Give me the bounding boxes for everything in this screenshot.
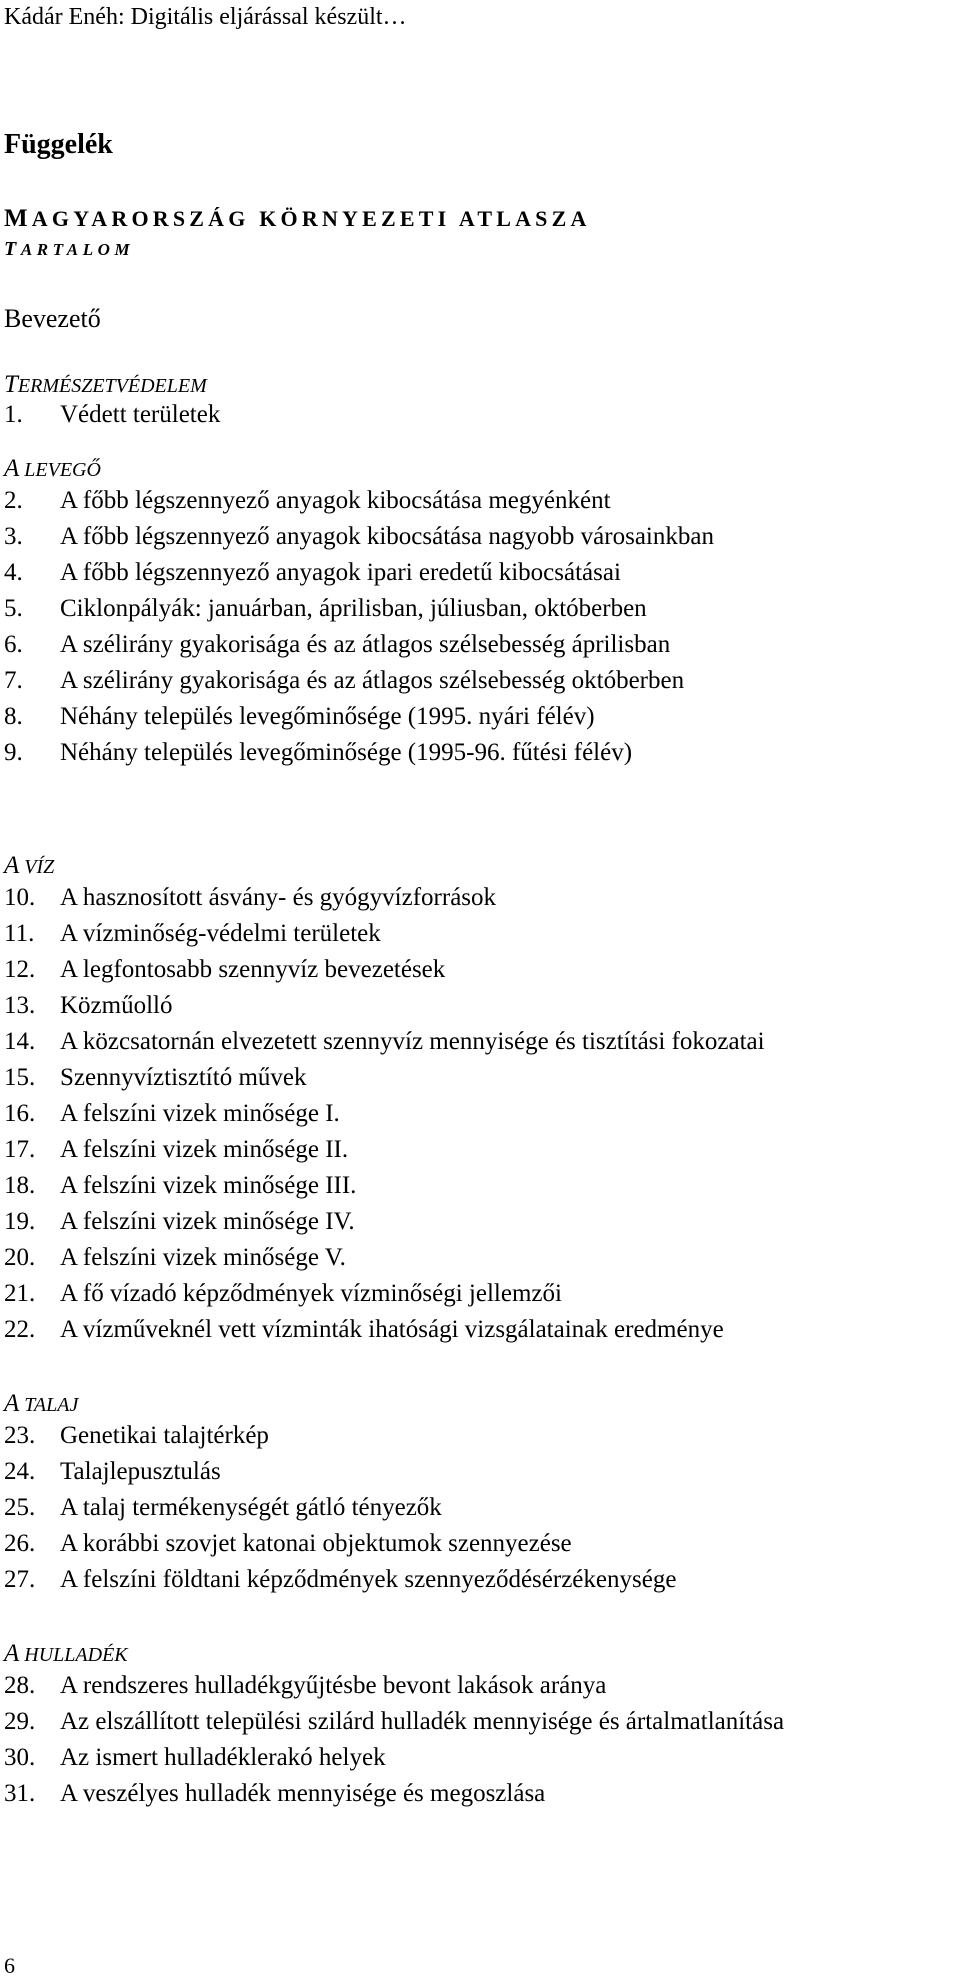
toc-item: [4, 483, 611, 519]
toc-item-number: 9.: [4, 739, 23, 766]
toc-item: [4, 1704, 784, 1740]
toc-item-number: 14.: [4, 1028, 36, 1055]
toc-item-title: A fő vízadó képződmények vízminőségi jellemzői: [60, 1280, 562, 1307]
toc-item: [4, 1668, 606, 1704]
section-heading-initial: A: [4, 1390, 20, 1417]
toc-label-initial: T: [4, 238, 21, 260]
atlas-title-initial: M: [4, 205, 32, 232]
section-heading-rest: TALAJ: [19, 1394, 79, 1416]
toc-item-title: Genetikai talajtérkép: [60, 1422, 269, 1449]
toc-item-title: Néhány település levegőminősége (1995. nyári félév): [60, 703, 595, 730]
section-heading-water: [4, 853, 54, 880]
toc-item-title: A főbb légszennyező anyagok ipari eredetű kibocsátásai: [60, 559, 621, 586]
toc-item-number: 18.: [4, 1172, 36, 1199]
toc-item: [4, 735, 632, 771]
toc-item: [4, 1060, 306, 1096]
toc-item-number: 17.: [4, 1136, 36, 1163]
toc-item: [4, 1132, 348, 1168]
toc-item-number: 13.: [4, 992, 36, 1019]
toc-item-title: A veszélyes hulladék mennyisége és megoszlása: [60, 1780, 546, 1807]
toc-item-number: 22.: [4, 1316, 36, 1343]
toc-item-title: A szélirány gyakorisága és az átlagos szélsebesség októberben: [60, 667, 685, 694]
toc-item-number: 10.: [4, 884, 36, 911]
toc-item-number: 24.: [4, 1458, 36, 1485]
toc-item-title: A rendszeres hulladékgyűjtésbe bevont lakások aránya: [60, 1672, 607, 1699]
toc-item-number: 1.: [4, 401, 23, 428]
section-heading-rest: VÍZ: [19, 856, 55, 878]
toc-item-number: 7.: [4, 667, 23, 694]
toc-label-rest: ARTALOM: [20, 240, 135, 259]
toc-item-title: Az ismert hulladéklerakó helyek: [60, 1744, 386, 1771]
toc-item: [4, 1312, 724, 1348]
section-heading-rest: ERMÉSZETVÉDELEM: [17, 375, 207, 397]
toc-item: [4, 1562, 676, 1598]
section-heading-initial: T: [4, 371, 18, 398]
toc-item: [4, 1526, 572, 1562]
toc-item-title: Közműolló: [60, 992, 173, 1019]
toc-item: [4, 988, 173, 1024]
toc-item-title: A közcsatornán elvezetett szennyvíz mennyisége és tisztítási fokozatai: [60, 1028, 765, 1055]
toc-item-number: 6.: [4, 631, 23, 658]
toc-item-number: 21.: [4, 1280, 36, 1307]
running-header: Kádár Enéh: Digitális eljárással készült…: [4, 4, 407, 30]
toc-item: [4, 880, 496, 916]
toc-item-number: 19.: [4, 1208, 36, 1235]
toc-item-title: A felszíni vizek minősége I.: [60, 1100, 340, 1127]
toc-item-number: 5.: [4, 595, 23, 622]
toc-item-number: 26.: [4, 1530, 36, 1557]
toc-label: [4, 238, 134, 261]
toc-item: [4, 1454, 221, 1490]
toc-item-number: 8.: [4, 703, 23, 730]
toc-item: [4, 1418, 269, 1454]
toc-item-title: A korábbi szovjet katonai objektumok szennyezése: [60, 1530, 572, 1557]
toc-item-number: 15.: [4, 1064, 36, 1091]
toc-item: [4, 952, 445, 988]
toc-item-title: A hasznosított ásvány- és gyógyvízforrások: [60, 884, 497, 911]
section-heading-rest: HULLADÉK: [19, 1644, 128, 1666]
section-heading-rest: LEVEGŐ: [19, 459, 101, 481]
toc-item: [4, 699, 595, 735]
toc-item-title: A szélirány gyakorisága és az átlagos szélsebesség áprilisban: [60, 631, 671, 658]
toc-item-title: Védett területek: [60, 401, 221, 428]
toc-item-title: Talajlepusztulás: [60, 1458, 221, 1485]
toc-item-number: 23.: [4, 1422, 36, 1449]
toc-item-number: 2.: [4, 487, 23, 514]
section-heading-initial: A: [4, 1640, 20, 1667]
toc-item: [4, 663, 684, 699]
toc-item: [4, 1204, 355, 1240]
atlas-title: [4, 205, 591, 233]
atlas-title-rest: AGYARORSZÁG KÖRNYEZETI ATLASZA: [31, 206, 591, 231]
toc-item-title: A felszíni vizek minősége IV.: [60, 1208, 355, 1235]
toc-item-title: A főbb légszennyező anyagok kibocsátása nagyobb városainkban: [60, 523, 714, 550]
toc-item: [4, 1776, 545, 1812]
toc-item: [4, 555, 621, 591]
toc-item-title: A felszíni vizek minősége II.: [60, 1136, 349, 1163]
toc-item: [4, 1240, 346, 1276]
toc-item-title: Az elszállított települési szilárd hulladék mennyisége és ártalmatlanítása: [60, 1708, 785, 1735]
section-heading-soil: [4, 1391, 78, 1418]
toc-item: [4, 1740, 386, 1776]
section-heading-waste: [4, 1641, 128, 1668]
toc-item-number: 31.: [4, 1780, 36, 1807]
toc-item-number: 16.: [4, 1100, 36, 1127]
toc-item-title: A felszíni vizek minősége V.: [60, 1244, 346, 1271]
page-number: 6: [4, 1953, 15, 1978]
toc-item-title: Néhány település levegőminősége (1995-96. fűtési félév): [60, 739, 633, 766]
toc-item-title: A vízminőség-védelmi területek: [60, 920, 381, 947]
toc-item-number: 27.: [4, 1566, 36, 1593]
toc-item: [4, 397, 220, 433]
toc-item-title: A legfontosabb szennyvíz bevezetések: [60, 956, 446, 983]
toc-item: [4, 916, 381, 952]
toc-item-title: Ciklonpályák: januárban, áprilisban, júliusban, októberben: [60, 595, 647, 622]
toc-item-title: A vízműveknél vett vízminták ihatósági vizsgálatainak eredménye: [60, 1316, 724, 1343]
toc-item: [4, 1168, 356, 1204]
toc-item-number: 20.: [4, 1244, 36, 1271]
toc-item-number: 29.: [4, 1708, 36, 1735]
toc-item: [4, 1096, 340, 1132]
toc-item-number: 4.: [4, 559, 23, 586]
section-heading-initial: A: [4, 852, 20, 879]
toc-item: [4, 1024, 765, 1060]
intro-entry: Bevezető: [4, 304, 101, 333]
section-heading-air: [4, 456, 101, 483]
toc-item-number: 25.: [4, 1494, 36, 1521]
toc-item-title: Szennyvíztisztító művek: [60, 1064, 307, 1091]
toc-item-title: A felszíni földtani képződmények szennyeződésérzékenysége: [60, 1566, 677, 1593]
toc-item: [4, 1276, 562, 1312]
toc-item-number: 11.: [4, 920, 35, 947]
toc-item-title: A felszíni vizek minősége III.: [60, 1172, 357, 1199]
toc-item: [4, 591, 647, 627]
toc-item: [4, 627, 670, 663]
toc-item-number: 3.: [4, 523, 23, 550]
toc-item: [4, 519, 714, 555]
toc-item-title: A főbb légszennyező anyagok kibocsátása megyénként: [60, 487, 611, 514]
appendix-title: Függelék: [4, 129, 113, 160]
section-heading-initial: A: [4, 455, 20, 482]
toc-item-number: 12.: [4, 956, 36, 983]
toc-item-title: A talaj termékenységét gátló tényezők: [60, 1494, 442, 1521]
toc-item-number: 28.: [4, 1672, 36, 1699]
section-heading-nature-protection: [4, 372, 207, 399]
toc-item-number: 30.: [4, 1744, 36, 1771]
toc-item: [4, 1490, 442, 1526]
